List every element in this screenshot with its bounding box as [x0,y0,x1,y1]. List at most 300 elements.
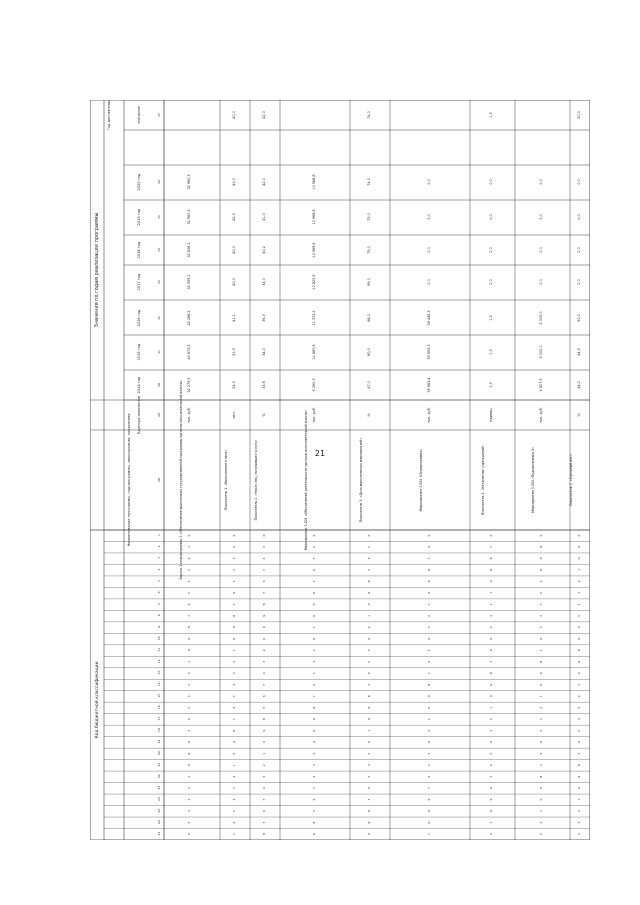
header-unit: Единица измерения [137,395,141,435]
row-value-8-5: 0,0 [539,247,543,253]
year-header-2: 2015 год [137,343,141,361]
column-number-24: 24 [157,797,161,801]
row-unit-3: % [262,413,266,417]
kbk-digit: 6 [187,833,191,835]
kbk-digit: 7 [262,706,266,709]
kbk-digit: 7 [232,718,236,721]
kbk-digit: 7 [312,810,316,813]
kbk-digit: 9 [489,568,493,571]
kbk-digit: 0 [262,534,266,537]
row-unit-7: единиц [489,408,493,422]
kbk-digit: 0 [232,752,236,755]
kbk-digit: 9 [367,821,371,824]
row-value-6-1: 95 663,4 [427,377,431,393]
kbk-digit: 0 [489,695,493,698]
row-value-6-5: 0,0 [427,247,431,253]
kbk-digit: 7 [262,591,266,594]
column-number-5: 5 [157,579,161,582]
kbk-digit: 2 [489,718,493,721]
page-number: 21 [314,449,326,458]
kbk-digit: 1 [427,833,431,835]
kbk-digit: 7 [367,683,371,686]
kbk-digit: 6 [427,546,431,548]
column-number-15: 15 [157,693,161,698]
kbk-digit: 6 [262,580,266,583]
kbk-digit: 0 [262,637,266,640]
row-final-5: 74,0 [367,111,371,119]
row-value-1-5: 32 806,2 [187,242,191,258]
row-unit-6: тыс. руб. [427,407,431,423]
kbk-digit: 7 [262,821,266,824]
kbk-digit: 7 [539,764,543,767]
kbk-digit: 8 [427,798,431,801]
kbk-digit: 8 [539,775,543,778]
kbk-digit: 0 [489,637,493,640]
row-value-2-6: 42,0 [232,213,236,221]
kbk-digit: 2 [427,729,431,732]
row-value-5-4: 69,0 [367,278,371,286]
kbk-digit: 8 [427,683,431,686]
kbk-digit: 5 [232,580,236,583]
kbk-digit: 5 [577,614,581,617]
kbk-digit: 2 [539,591,543,594]
kbk-digit: 3 [232,787,236,790]
kbk-digit: 7 [489,546,493,548]
row-unit-2: чел. [232,411,236,419]
kbk-digit: 9 [577,660,581,663]
row-value-1-6: 32 980,3 [187,209,191,225]
kbk-digit: 2 [232,660,236,663]
kbk-digit: 4 [577,603,581,606]
kbk-digit: 4 [539,729,543,732]
row-value-2-7: 40,0 [232,178,236,186]
kbk-digit: 6 [232,706,236,709]
kbk-digit: 5 [232,695,236,698]
kbk-digit: 7 [577,752,581,755]
kbk-digit: 5 [539,626,543,629]
row-value-2-4: 40,0 [232,278,236,286]
row-value-6-4: 0,0 [427,279,431,285]
kbk-digit: 2 [577,810,581,813]
kbk-digit: 9 [539,557,543,560]
column-number-8: 8 [157,614,161,617]
kbk-digit: 1 [539,695,543,698]
header-values-by-year: Значения по годам реализации программы [94,212,100,328]
kbk-digit: 9 [312,833,316,835]
column-number-9: 9 [157,625,161,628]
kbk-digit: 4 [232,568,236,571]
row-name-4: Мероприятие 3.001 «Обеспечение деятельности органов исполнительной власти» [304,409,308,551]
kbk-digit: 4 [187,695,191,698]
column-number-35: 35 [157,215,161,219]
kbk-digit: 4 [489,626,493,629]
kbk-digit: 8 [489,672,493,675]
kbk-digit: 3 [312,764,316,767]
row-value-4-6: 10 968,8 [312,209,316,225]
row-value-3-4: 34,0 [262,278,266,286]
row-value-3-7: 42,0 [262,178,266,186]
row-value-6-3: 28 449,3 [427,310,431,326]
kbk-digit: 0 [187,741,191,744]
kbk-digit: 4 [539,614,543,617]
column-number-34: 34 [157,248,161,252]
year-header-5: 2018 год [137,241,141,259]
header-final-year: Год достижения [107,100,111,131]
row-value-9-1: 44,2 [577,381,581,389]
kbk-digit: 1 [427,718,431,721]
kbk-digit: 6 [489,649,493,652]
row-final-3: 42,0 [262,111,266,119]
row-value-9-3: 50,0 [577,314,581,322]
kbk-digit: 8 [262,718,266,721]
kbk-digit: 1 [489,821,493,824]
kbk-digit: 9 [367,706,371,709]
kbk-digit: 0 [539,568,543,571]
row-value-9-6: 0,0 [577,214,581,220]
kbk-digit: 1 [539,810,543,813]
kbk-digit: 6 [312,798,316,801]
column-number-20: 20 [157,751,161,756]
kbk-digit: 6 [367,672,371,675]
kbk-digit: 3 [489,729,493,732]
kbk-digit: 8 [262,603,266,606]
kbk-digit: 0 [187,534,191,537]
row-value-1-4: 32 599,2 [187,274,191,290]
row-value-7-4: 0,0 [489,279,493,285]
kbk-digit: 5 [262,798,266,801]
row-value-2-2: 51,9 [232,348,236,356]
kbk-digit: 2 [539,821,543,824]
kbk-digit: 0 [539,637,543,640]
row-value-5-3: 68,0 [367,314,371,322]
kbk-digit: 0 [539,741,543,744]
kbk-digit: 4 [262,672,266,675]
column-number-11: 11 [157,647,161,652]
kbk-digit: 5 [262,568,266,571]
row-value-5-7: 74,0 [367,178,371,186]
row-value-7-7: 0,0 [489,179,493,185]
kbk-digit: 4 [312,775,316,778]
kbk-digit: 7 [427,672,431,675]
kbk-digit: 0 [427,591,431,594]
kbk-digit: 6 [232,821,236,824]
kbk-digit: 3 [367,752,371,755]
row-unit-8: тыс. руб. [539,407,543,423]
row-value-3-2: 34,0 [262,348,266,356]
row-value-7-6: 0,0 [489,214,493,220]
kbk-digit: 1 [232,649,236,652]
row-value-9-4: 0,0 [577,279,581,285]
kbk-digit: 6 [187,603,191,606]
column-number-6: 6 [157,591,161,594]
kbk-digit: 0 [262,626,266,629]
kbk-digit: 0 [489,534,493,537]
kbk-digit: 8 [312,706,316,709]
row-value-6-2: 33 993,3 [427,344,431,360]
rotated-table-document [90,100,590,840]
row-value-8-1: 5 627,5 [539,378,543,392]
kbk-digit: 8 [367,580,371,583]
row-name-2: Показатель 1. «Выполнение плана» [224,449,228,511]
kbk-digit: 6 [577,626,581,629]
kbk-digit: 4 [232,798,236,801]
kbk-digit: 0 [427,821,431,824]
row-value-4-5: 10 969,8 [312,242,316,258]
kbk-digit: 5 [427,649,431,652]
kbk-digit: 0 [187,649,191,652]
kbk-digit: 1 [262,752,266,755]
kbk-digit: 5 [187,706,191,709]
column-number-23: 23 [157,785,161,790]
row-value-5-6: 75,0 [367,213,371,221]
column-number-17: 17 [157,716,161,721]
kbk-digit: 5 [312,787,316,790]
kbk-digit: 6 [232,591,236,594]
kbk-digit: 7 [489,660,493,663]
kbk-digit: 2 [232,775,236,778]
kbk-digit: 3 [489,614,493,617]
kbk-digit: 8 [577,649,581,652]
kbk-digit: 3 [187,683,191,686]
row-value-1-7: 32 980,3 [187,174,191,190]
kbk-digit: 9 [427,810,431,813]
kbk-digit: 1 [489,591,493,594]
kbk-digit: 4 [367,764,371,767]
kbk-digit: 0 [312,534,316,537]
kbk-digit: 7 [539,649,543,652]
row-value-4-2: 11 667,6 [312,344,316,360]
row-value-8-3: 5 005,0 [539,311,543,325]
kbk-digit: 2 [577,580,581,583]
kbk-digit: 6 [312,568,316,571]
header-budget-code: Код бюджетной классификации [95,661,100,739]
kbk-digit: 1 [187,546,191,548]
kbk-digit: 0 [367,637,371,640]
row-value-7-5: 0,0 [489,247,493,253]
kbk-digit: 9 [187,752,191,755]
kbk-digit: 9 [262,614,266,617]
kbk-digit: 7 [312,580,316,583]
kbk-digit: 1 [187,775,191,778]
kbk-digit: 9 [367,591,371,594]
row-value-2-5: 40,0 [232,246,236,254]
kbk-digit: 5 [367,546,371,548]
header-program-indicators: Наименование программы, подпрограммы, мероприятия, показателя [127,413,131,547]
kbk-digit: 5 [489,752,493,755]
kbk-digit: 7 [489,775,493,778]
kbk-digit: 8 [427,568,431,571]
kbk-digit: 7 [312,695,316,698]
kbk-digit: 0 [367,603,371,606]
kbk-digit: 0 [367,741,371,744]
kbk-digit: 3 [577,821,581,824]
kbk-digit: 0 [489,810,493,813]
row-name-6: Мероприятие 3.002 «Подпрограмма» [419,448,423,512]
kbk-digit: 7 [367,568,371,571]
kbk-digit: 5 [367,660,371,663]
column-number-14: 14 [157,682,161,687]
kbk-digit: 4 [187,580,191,583]
kbk-digit: 0 [577,637,581,640]
year-header-7: 2020 год [137,173,141,191]
row-name-7: Показатель 4. «Количество учреждений» [481,444,485,516]
kbk-digit: 4 [312,546,316,548]
column-number-37: 37 [157,113,161,117]
kbk-digit: 8 [489,787,493,790]
kbk-digit: 8 [367,695,371,698]
row-value-4-7: 10 968,8 [312,174,316,190]
row-value-2-3: 41,1 [232,314,236,322]
column-number-36: 36 [157,180,161,184]
kbk-digit: 2 [539,706,543,709]
kbk-digit: 5 [262,683,266,686]
kbk-digit: 2 [312,752,316,755]
kbk-digit: 4 [367,649,371,652]
row-name-8: Мероприятие 3.003 «Подпрограмма 3» [531,447,535,513]
row-unit-5: % [367,413,371,417]
kbk-digit: 1 [539,580,543,583]
table-sheet [90,100,590,840]
kbk-digit: 9 [489,683,493,686]
kbk-digit: 3 [427,626,431,629]
kbk-digit: 2 [577,695,581,698]
kbk-digit: 0 [427,534,431,537]
row-final-7: 1,3 [489,112,493,118]
kbk-digit: 4 [577,833,581,835]
row-value-7-2: 1,3 [489,349,493,355]
kbk-digit: 7 [187,729,191,732]
kbk-digit: 0 [187,764,191,767]
kbk-digit: 4 [427,752,431,755]
row-final-2: 40,0 [232,111,236,119]
kbk-digit: 7 [427,557,431,560]
row-value-3-5: 40,2 [262,246,266,254]
column-number-1: 1 [157,534,161,536]
row-value-4-3: 11 373,2 [312,310,316,326]
kbk-digit: 8 [367,810,371,813]
kbk-digit: 0 [577,741,581,744]
kbk-digit: 0 [539,683,543,686]
year-header-6: 2019 год [137,208,141,226]
kbk-digit: 8 [312,591,316,594]
kbk-digit: 3 [232,672,236,675]
kbk-digit: 8 [262,833,266,835]
kbk-digit: 0 [232,741,236,744]
kbk-digit: 2 [367,626,371,629]
kbk-digit: 8 [539,546,543,548]
column-number-16: 16 [157,705,161,710]
kbk-digit: 7 [427,787,431,790]
column-number-12: 12 [157,659,161,664]
kbk-digit: 6 [367,557,371,560]
row-value-3-1: 33,6 [262,381,266,389]
row-value-9-5: 0,0 [577,247,581,253]
kbk-digit: 6 [489,764,493,767]
kbk-digit: 0 [539,798,543,801]
kbk-digit: 8 [187,626,191,629]
row-value-1-2: 43 873,5 [187,344,191,360]
kbk-digit: 0 [427,637,431,640]
column-number-31: 31 [157,350,161,354]
row-value-9-2: 44,5 [577,348,581,356]
kbk-digit: 3 [232,557,236,560]
row-name-3: Показатель 2. «Число лиц, получивших услугу» [254,439,258,521]
kbk-digit: 9 [232,626,236,629]
kbk-digit: 3 [262,546,266,548]
kbk-digit: 0 [489,741,493,744]
kbk-digit: 8 [577,764,581,767]
column-number-2: 2 [157,545,161,548]
year-header-4: 2017 год [137,273,141,291]
row-value-6-7: 0,0 [427,179,431,185]
kbk-digit: 6 [427,775,431,778]
kbk-digit: 0 [577,557,581,560]
row-value-5-1: 47,0 [367,381,371,389]
row-unit-9: % [577,413,581,417]
kbk-digit: 0 [187,637,191,640]
kbk-digit: 2 [489,603,493,606]
kbk-digit: 5 [427,764,431,767]
kbk-digit: 0 [367,534,371,537]
column-number-32: 32 [157,316,161,320]
kbk-digit: 7 [367,798,371,801]
column-number-7: 7 [157,602,161,605]
row-value-5-5: 75,0 [367,246,371,254]
kbk-digit: 2 [187,787,191,790]
row-value-1-3: 42 268,5 [187,310,191,326]
column-number-3: 3 [157,557,161,559]
kbk-digit: 0 [262,741,266,744]
kbk-digit: 6 [427,660,431,663]
kbk-digit: 1 [577,683,581,686]
kbk-digit: 2 [427,614,431,617]
kbk-digit: 3 [539,718,543,721]
row-value-6-6: 0,0 [427,214,431,220]
kbk-digit: 2 [187,672,191,675]
kbk-digit: 4 [262,787,266,790]
kbk-digit: 6 [539,752,543,755]
kbk-digit: 8 [312,821,316,824]
kbk-digit: 0 [232,534,236,537]
kbk-digit: 9 [262,729,266,732]
kbk-digit: 8 [539,660,543,663]
kbk-digit: 2 [262,649,266,652]
kbk-digit: 1 [577,798,581,801]
kbk-digit: 3 [312,649,316,652]
row-name-9: Показатель 5. «Удельный вес» [569,454,573,506]
kbk-digit: 9 [489,798,493,801]
kbk-digit: 5 [187,591,191,594]
row-value-3-3: 36,3 [262,314,266,322]
row-value-7-3: 1,3 [489,315,493,321]
row-value-2-1: 54,0 [232,381,236,389]
kbk-digit: 6 [262,810,266,813]
kbk-digit: 9 [312,603,316,606]
kbk-digit: 3 [262,775,266,778]
kbk-digit: 5 [367,775,371,778]
kbk-digit: 2 [262,764,266,767]
kbk-digit: 0 [312,741,316,744]
kbk-digit: 1 [367,729,371,732]
kbk-digit: 0 [577,787,581,790]
kbk-digit: 4 [312,660,316,663]
kbk-digit: 6 [187,718,191,721]
column-number-13: 13 [157,670,161,675]
row-value-4-1: 9 280,3 [312,378,316,392]
kbk-digit: 1 [187,660,191,663]
kbk-digit: 5 [577,729,581,732]
kbk-digit: 0 [312,614,316,617]
